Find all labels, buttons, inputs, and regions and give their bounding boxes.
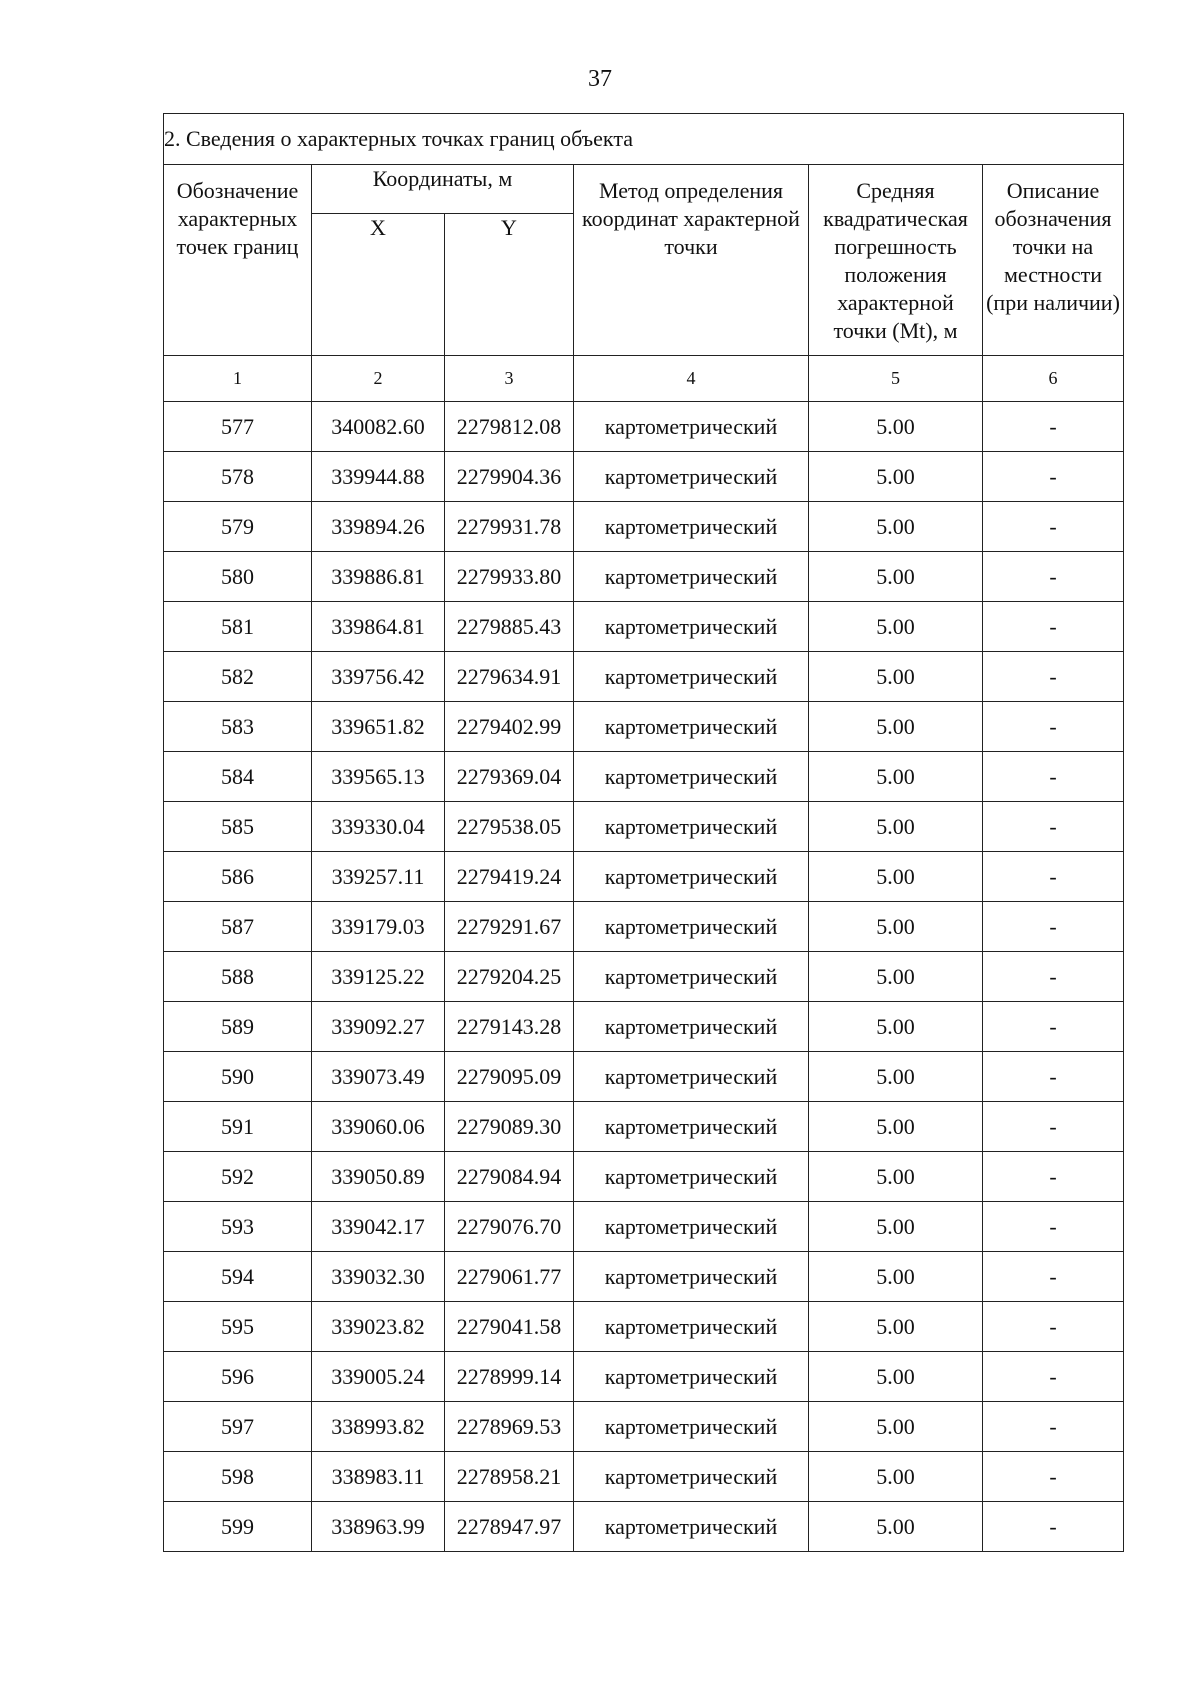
method-cell: картометрический [574,552,809,602]
description-cell: - [983,402,1124,452]
error-cell: 5.00 [809,702,983,752]
method-cell: картометрический [574,1002,809,1052]
error-cell: 5.00 [809,752,983,802]
description-cell: - [983,852,1124,902]
y-coordinate-cell: 2279095.09 [445,1052,574,1102]
point-number-cell: 591 [164,1102,312,1152]
method-cell: картометрический [574,802,809,852]
method-cell: картометрический [574,602,809,652]
table-row [164,552,1124,602]
point-number-cell: 594 [164,1252,312,1302]
method-cell: картометрический [574,1352,809,1402]
error-cell: 5.00 [809,852,983,902]
table-row [164,902,1124,952]
method-cell: картометрический [574,502,809,552]
description-cell: - [983,502,1124,552]
error-cell: 5.00 [809,552,983,602]
x-coordinate-cell: 339060.06 [312,1102,445,1152]
point-number-cell: 582 [164,652,312,702]
table-row [164,952,1124,1002]
table-row [164,452,1124,502]
table-row [164,752,1124,802]
y-coordinate-cell: 2279076.70 [445,1202,574,1252]
error-cell: 5.00 [809,652,983,702]
description-cell: - [983,1352,1124,1402]
x-coordinate-cell: 338993.82 [312,1402,445,1452]
table-row [164,1452,1124,1502]
point-number-cell: 578 [164,452,312,502]
column-number: 4 [574,356,809,402]
point-number-cell: 581 [164,602,312,652]
table-row [164,1102,1124,1152]
y-coordinate-cell: 2279143.28 [445,1002,574,1052]
point-number-cell: 585 [164,802,312,852]
y-coordinate-cell: 2279061.77 [445,1252,574,1302]
description-cell: - [983,752,1124,802]
point-number-cell: 579 [164,502,312,552]
x-coordinate-cell: 339092.27 [312,1002,445,1052]
header-error: Средняя квадратическая погрешность положения характерной точки (Mt), м [809,165,983,356]
method-cell: картометрический [574,452,809,502]
description-cell: - [983,1202,1124,1252]
description-cell: - [983,1402,1124,1452]
method-cell: картометрический [574,902,809,952]
point-number-cell: 587 [164,902,312,952]
method-cell: картометрический [574,1402,809,1452]
x-coordinate-cell: 339005.24 [312,1352,445,1402]
column-number-row [164,356,1124,402]
x-coordinate-cell: 339032.30 [312,1252,445,1302]
point-number-cell: 592 [164,1152,312,1202]
table-row [164,1152,1124,1202]
point-number-cell: 598 [164,1452,312,1502]
point-number-cell: 597 [164,1402,312,1452]
table-row [164,802,1124,852]
point-number-cell: 589 [164,1002,312,1052]
error-cell: 5.00 [809,602,983,652]
table-row [164,1202,1124,1252]
column-number: 3 [445,356,574,402]
description-cell: - [983,452,1124,502]
table-row [164,1002,1124,1052]
x-coordinate-cell: 339257.11 [312,852,445,902]
x-coordinate-cell: 339330.04 [312,802,445,852]
error-cell: 5.00 [809,1352,983,1402]
y-coordinate-cell: 2279634.91 [445,652,574,702]
point-number-cell: 595 [164,1302,312,1352]
error-cell: 5.00 [809,452,983,502]
y-coordinate-cell: 2279291.67 [445,902,574,952]
x-coordinate-cell: 339073.49 [312,1052,445,1102]
y-coordinate-cell: 2279538.05 [445,802,574,852]
header-coordinates: Координаты, м [312,165,574,214]
error-cell: 5.00 [809,802,983,852]
y-coordinate-cell: 2279885.43 [445,602,574,652]
header-row [164,165,1124,214]
description-cell: - [983,1452,1124,1502]
point-number-cell: 584 [164,752,312,802]
point-number-cell: 580 [164,552,312,602]
error-cell: 5.00 [809,902,983,952]
point-number-cell: 590 [164,1052,312,1102]
table-row [164,402,1124,452]
error-cell: 5.00 [809,1402,983,1452]
y-coordinate-cell: 2279904.36 [445,452,574,502]
method-cell: картометрический [574,1152,809,1202]
error-cell: 5.00 [809,1102,983,1152]
point-number-cell: 599 [164,1502,312,1552]
y-coordinate-cell: 2279812.08 [445,402,574,452]
x-coordinate-cell: 339050.89 [312,1152,445,1202]
error-cell: 5.00 [809,1202,983,1252]
y-coordinate-cell: 2278999.14 [445,1352,574,1402]
table-row [164,1302,1124,1352]
y-coordinate-cell: 2279369.04 [445,752,574,802]
method-cell: картометрический [574,1052,809,1102]
x-coordinate-cell: 338983.11 [312,1452,445,1502]
description-cell: - [983,1002,1124,1052]
description-cell: - [983,902,1124,952]
description-cell: - [983,652,1124,702]
error-cell: 5.00 [809,952,983,1002]
section-title: 2. Сведения о характерных точках границ объекта [164,114,1124,165]
error-cell: 5.00 [809,1302,983,1352]
method-cell: картометрический [574,752,809,802]
table-row [164,852,1124,902]
description-cell: - [983,802,1124,852]
y-coordinate-cell: 2279089.30 [445,1102,574,1152]
x-coordinate-cell: 340082.60 [312,402,445,452]
page-number: 37 [588,66,612,92]
method-cell: картометрический [574,1102,809,1152]
x-coordinate-cell: 339125.22 [312,952,445,1002]
table-row [164,602,1124,652]
description-cell: - [983,1152,1124,1202]
column-number: 1 [164,356,312,402]
x-coordinate-cell: 339042.17 [312,1202,445,1252]
table-row [164,502,1124,552]
description-cell: - [983,1302,1124,1352]
y-coordinate-cell: 2279402.99 [445,702,574,752]
header-designation: Обозначение характерных точек границ [164,165,312,356]
table-row [164,702,1124,752]
error-cell: 5.00 [809,1452,983,1502]
x-coordinate-cell: 339864.81 [312,602,445,652]
boundary-points-table [163,113,1124,1552]
point-number-cell: 577 [164,402,312,452]
description-cell: - [983,1502,1124,1552]
x-coordinate-cell: 339179.03 [312,902,445,952]
table-row [164,1502,1124,1552]
x-coordinate-cell: 339651.82 [312,702,445,752]
x-coordinate-cell: 339023.82 [312,1302,445,1352]
header-x: X [312,214,445,356]
method-cell: картометрический [574,952,809,1002]
y-coordinate-cell: 2278969.53 [445,1402,574,1452]
header-method: Метод определения координат характерной точки [574,165,809,356]
y-coordinate-cell: 2279084.94 [445,1152,574,1202]
column-number: 2 [312,356,445,402]
method-cell: картометрический [574,1302,809,1352]
method-cell: картометрический [574,1502,809,1552]
x-coordinate-cell: 339756.42 [312,652,445,702]
error-cell: 5.00 [809,1502,983,1552]
description-cell: - [983,1102,1124,1152]
error-cell: 5.00 [809,502,983,552]
column-number: 6 [983,356,1124,402]
description-cell: - [983,1252,1124,1302]
description-cell: - [983,552,1124,602]
y-coordinate-cell: 2279933.80 [445,552,574,602]
x-coordinate-cell: 339894.26 [312,502,445,552]
table-row [164,652,1124,702]
point-number-cell: 586 [164,852,312,902]
y-coordinate-cell: 2279204.25 [445,952,574,1002]
x-coordinate-cell: 339565.13 [312,752,445,802]
y-coordinate-cell: 2279931.78 [445,502,574,552]
error-cell: 5.00 [809,1052,983,1102]
table-row [164,1402,1124,1452]
description-cell: - [983,952,1124,1002]
table-row [164,1052,1124,1102]
section-title-row [164,114,1124,165]
y-coordinate-cell: 2279419.24 [445,852,574,902]
header-y: Y [445,214,574,356]
y-coordinate-cell: 2279041.58 [445,1302,574,1352]
description-cell: - [983,602,1124,652]
table-row [164,1352,1124,1402]
method-cell: картометрический [574,1202,809,1252]
point-number-cell: 593 [164,1202,312,1252]
table-row [164,1252,1124,1302]
method-cell: картометрический [574,1452,809,1502]
method-cell: картометрический [574,652,809,702]
point-number-cell: 588 [164,952,312,1002]
method-cell: картометрический [574,1252,809,1302]
description-cell: - [983,1052,1124,1102]
error-cell: 5.00 [809,402,983,452]
method-cell: картометрический [574,852,809,902]
description-cell: - [983,702,1124,752]
x-coordinate-cell: 338963.99 [312,1502,445,1552]
x-coordinate-cell: 339886.81 [312,552,445,602]
error-cell: 5.00 [809,1152,983,1202]
x-coordinate-cell: 339944.88 [312,452,445,502]
point-number-cell: 583 [164,702,312,752]
method-cell: картометрический [574,702,809,752]
point-number-cell: 596 [164,1352,312,1402]
y-coordinate-cell: 2278947.97 [445,1502,574,1552]
method-cell: картометрический [574,402,809,452]
y-coordinate-cell: 2278958.21 [445,1452,574,1502]
error-cell: 5.00 [809,1252,983,1302]
column-number: 5 [809,356,983,402]
error-cell: 5.00 [809,1002,983,1052]
header-description: Описание обозначения точки на местности (при наличии) [983,165,1124,356]
